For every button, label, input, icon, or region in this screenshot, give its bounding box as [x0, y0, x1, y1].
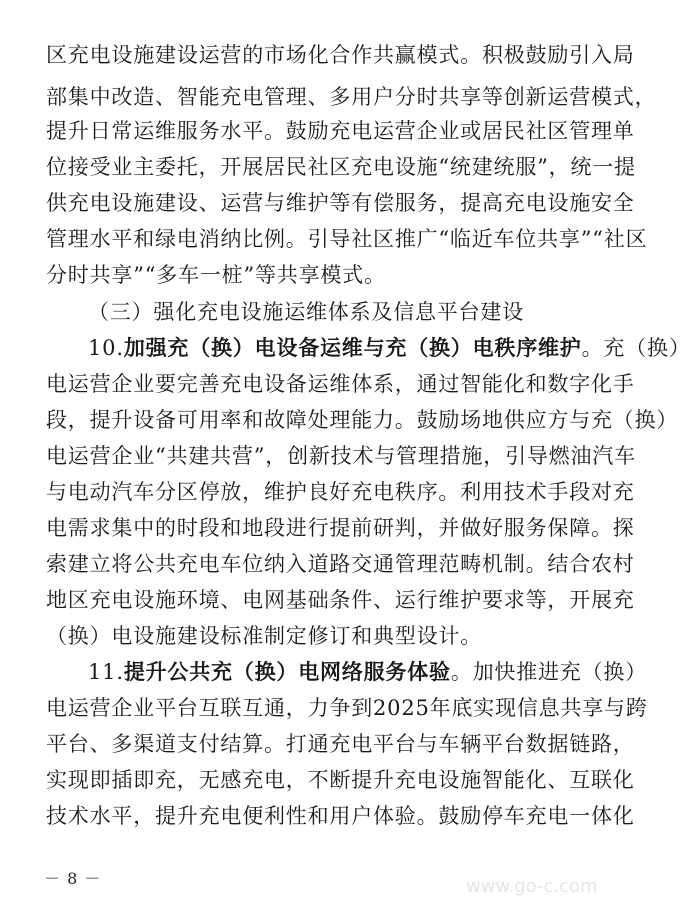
paragraph-line: 索建立将公共充电车位纳入道路交通管理范畴机制。结合农村	[46, 552, 635, 576]
paragraph-line: （换）电设施建设标准制定修订和典型设计。	[46, 624, 482, 648]
item-10-number: 10.	[88, 336, 124, 360]
watermark-text: www.go-c.com	[466, 876, 598, 897]
paragraph-line: 区充电设施建设运营的市场化合作共赢模式。积极鼓励引入局	[46, 43, 635, 67]
paragraph-line: 电运营企业平台互联互通，力争到2025年底实现信息共享与跨	[46, 696, 648, 720]
item-11-first-line-rest: 。加快推进充（换）	[450, 660, 648, 684]
paragraph-line: 位接受业主委托，开展居民社区充电设施“统建统服”，统一提	[46, 155, 636, 179]
paragraph-line: 提升日常运维服务水平。鼓励充电运营企业或居民社区管理单	[46, 119, 635, 143]
paragraph-line: 分时共享”“多车一桩”等共享模式。	[46, 263, 386, 287]
paragraph-line: 部集中改造、智能充电管理、多用户分时共享等创新运营模式，	[46, 85, 657, 109]
paragraph-line: 实现即插即充，无感充电，不断提升充电设施智能化、互联化	[46, 768, 635, 792]
watermark-logo	[462, 858, 612, 906]
item-10-first-line-rest: 。充（换）	[581, 336, 691, 360]
item-10-heading-line	[88, 333, 691, 363]
item-11-title: 提升公共充（换）电网络服务体验	[123, 659, 451, 684]
item-10-title: 加强充（换）电设备运维与充（换）电秩序维护	[123, 335, 582, 360]
paragraph-line: 电需求集中的时段和地段进行提前研判，并做好服务保障。探	[46, 516, 635, 540]
paragraph-line: 技术水平，提升充电便利性和用户体验。鼓励停车充电一体化	[46, 804, 635, 828]
item-11-number: 11.	[88, 660, 124, 684]
paragraph-line: 管理水平和绿电消纳比例。引导社区推广“临近车位共享”“社区	[46, 227, 648, 251]
paragraph-line: 地区充电设施环境、电网基础条件、运行维护要求等，开展充	[46, 588, 635, 612]
paragraph-line: 电运营企业“共建共营”，创新技术与管理措施，引导燃油汽车	[46, 444, 636, 468]
paragraph-line: 电运营企业要完善充电设备运维体系，通过智能化和数字化手	[46, 372, 635, 396]
paragraph-line: 段，提升设备可用率和故障处理能力。鼓励场地供应方与充（换）	[46, 408, 679, 432]
section-heading: （三）强化充电设施运维体系及信息平台建设	[88, 300, 524, 324]
paragraph-line: 供充电设施建设、运营与维护等有偿服务，提高充电设施安全	[46, 191, 635, 215]
paragraph-line: 与电动汽车分区停放，维护良好充电秩序。利用技术手段对充	[46, 480, 635, 504]
page-number: － 8 －	[44, 869, 102, 888]
item-11-heading-line	[88, 657, 648, 687]
paragraph-line: 平台、多渠道支付结算。打通充电平台与车辆平台数据链路，	[46, 732, 635, 756]
